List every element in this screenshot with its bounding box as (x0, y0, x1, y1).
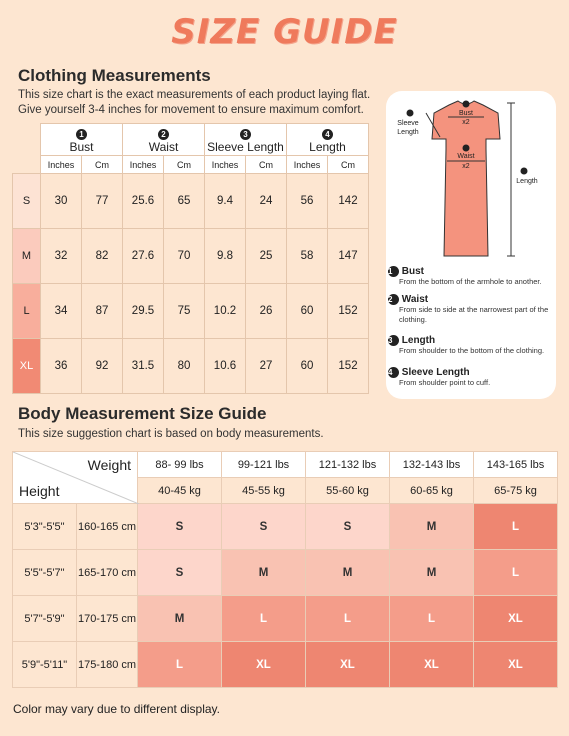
weight-kg-header: 40-45 kg (138, 478, 222, 504)
measurement-cell: 70 (164, 229, 205, 284)
legend-bust: 1 Bust From the bottom of the armhole to another. (388, 266, 542, 286)
measurement-cell: 10.2 (205, 284, 246, 339)
clothing-heading: Clothing Measurements (18, 66, 211, 85)
unit-header: Cm (164, 156, 205, 174)
clothing-size-table (12, 123, 369, 394)
measurement-cell: 24 (246, 174, 287, 229)
column-group-sleeve: 3 Sleeve Length (205, 124, 287, 156)
measurement-cell: 92 (82, 339, 123, 394)
recommended-size-cell: XL (390, 642, 474, 688)
bust-multiplier: x2 (462, 119, 470, 126)
table-corner (13, 124, 41, 174)
height-ft-cell: 5'5"-5'7" (13, 550, 77, 596)
measurement-cell: 27 (246, 339, 287, 394)
table-row (13, 339, 369, 394)
measurement-cell: 147 (328, 229, 369, 284)
recommended-size-cell: L (138, 642, 222, 688)
weight-kg-header: 45-55 kg (222, 478, 306, 504)
recommended-size-cell: S (306, 504, 390, 550)
recommended-size-cell: L (474, 550, 558, 596)
weight-lbs-header: 99-121 lbs (222, 452, 306, 478)
table-row (13, 504, 558, 550)
measurement-cell: 82 (82, 229, 123, 284)
measurement-cell: 56 (287, 174, 328, 229)
measurement-cell: 60 (287, 339, 328, 394)
table-row (13, 550, 558, 596)
sleeve-label-2: Length (397, 129, 419, 136)
size-label: XL (13, 339, 41, 394)
length-label: Length (516, 178, 538, 185)
height-cm-cell: 170-175 cm (77, 596, 138, 642)
measurement-cell: 152 (328, 339, 369, 394)
column-group-waist: 2 Waist (123, 124, 205, 156)
recommended-size-cell: M (222, 550, 306, 596)
recommended-size-cell: L (390, 596, 474, 642)
unit-header: Inches (287, 156, 328, 174)
measurement-cell: 10.6 (205, 339, 246, 394)
recommended-size-cell: S (138, 504, 222, 550)
measurement-cell: 27.6 (123, 229, 164, 284)
weight-lbs-header: 88- 99 lbs (138, 452, 222, 478)
weight-kg-header: 65-75 kg (474, 478, 558, 504)
page-title: SIZE GUIDE (171, 12, 398, 52)
measurement-cell: 80 (164, 339, 205, 394)
size-label: M (13, 229, 41, 284)
recommended-size-cell: L (474, 504, 558, 550)
dress-illustration (386, 91, 556, 266)
recommended-size-cell: M (390, 550, 474, 596)
body-size-table (12, 451, 558, 688)
clothing-subtitle-1: This size chart is the exact measurements of each product laying flat. (18, 89, 371, 101)
unit-header: Cm (246, 156, 287, 174)
height-cm-cell: 175-180 cm (77, 642, 138, 688)
recommended-size-cell: XL (222, 642, 306, 688)
weight-label: Weight (87, 457, 131, 473)
recommended-size-cell: XL (306, 642, 390, 688)
recommended-size-cell: L (222, 596, 306, 642)
measurement-cell: 32 (41, 229, 82, 284)
table-row (13, 174, 369, 229)
size-label: S (13, 174, 41, 229)
height-cm-cell: 165-170 cm (77, 550, 138, 596)
unit-header: Cm (328, 156, 369, 174)
legend-length: 3 Length From shoulder to the bottom of the clothing. (388, 335, 545, 355)
waist-multiplier: x2 (462, 163, 470, 170)
recommended-size-cell: XL (474, 642, 558, 688)
weight-kg-header: 55-60 kg (306, 478, 390, 504)
recommended-size-cell: S (222, 504, 306, 550)
measurement-cell: 87 (82, 284, 123, 339)
measurement-cell: 9.8 (205, 229, 246, 284)
height-label: Height (19, 483, 60, 499)
measurement-cell: 25 (246, 229, 287, 284)
unit-header: Cm (82, 156, 123, 174)
measurement-cell: 60 (287, 284, 328, 339)
measurement-cell: 142 (328, 174, 369, 229)
recommended-size-cell: XL (474, 596, 558, 642)
measurement-cell: 25.6 (123, 174, 164, 229)
weight-lbs-header: 121-132 lbs (306, 452, 390, 478)
legend-waist: 2 Waist From side to side at the narrowest part of the clothing. (388, 294, 549, 324)
waist-label: Waist (457, 153, 475, 160)
measurement-cell: 75 (164, 284, 205, 339)
table-row (13, 284, 369, 339)
recommended-size-cell: M (390, 504, 474, 550)
measurement-cell: 26 (246, 284, 287, 339)
weight-lbs-header: 132-143 lbs (390, 452, 474, 478)
size-label: L (13, 284, 41, 339)
table-row (13, 229, 369, 284)
bust-label: Bust (458, 110, 474, 117)
sleeve-label-1: Sleeve (397, 120, 419, 127)
measurement-cell: 58 (287, 229, 328, 284)
height-ft-cell: 5'3"-5'5" (13, 504, 77, 550)
height-cm-cell: 160-165 cm (77, 504, 138, 550)
measurement-cell: 36 (41, 339, 82, 394)
measurement-cell: 29.5 (123, 284, 164, 339)
measurement-cell: 77 (82, 174, 123, 229)
measurement-cell: 152 (328, 284, 369, 339)
weight-height-corner (13, 452, 138, 504)
body-heading: Body Measurement Size Guide (18, 404, 267, 423)
recommended-size-cell: M (306, 550, 390, 596)
height-ft-cell: 5'9"-5'11" (13, 642, 77, 688)
unit-header: Inches (205, 156, 246, 174)
measurement-cell: 34 (41, 284, 82, 339)
unit-header: Inches (123, 156, 164, 174)
table-row (13, 642, 558, 688)
legend-sleeve: 4 Sleeve Length From shoulder point to cuff. (388, 367, 491, 387)
height-ft-cell: 5'7"-5'9" (13, 596, 77, 642)
column-group-bust: 1 Bust (41, 124, 123, 156)
recommended-size-cell: L (306, 596, 390, 642)
unit-header: Inches (41, 156, 82, 174)
footer-note: Color may vary due to different display. (13, 702, 220, 716)
measurement-cell: 65 (164, 174, 205, 229)
body-subtitle: This size suggestion chart is based on body measurements. (18, 428, 324, 440)
clothing-subtitle-2: Give yourself 3-4 inches for movement to ensure maximum comfort. (18, 104, 364, 116)
measurement-cell: 31.5 (123, 339, 164, 394)
measurement-cell: 30 (41, 174, 82, 229)
column-group-length: 4 Length (287, 124, 369, 156)
table-row (13, 596, 558, 642)
recommended-size-cell: M (138, 596, 222, 642)
weight-kg-header: 60-65 kg (390, 478, 474, 504)
measurement-cell: 9.4 (205, 174, 246, 229)
weight-lbs-header: 143-165 lbs (474, 452, 558, 478)
recommended-size-cell: S (138, 550, 222, 596)
